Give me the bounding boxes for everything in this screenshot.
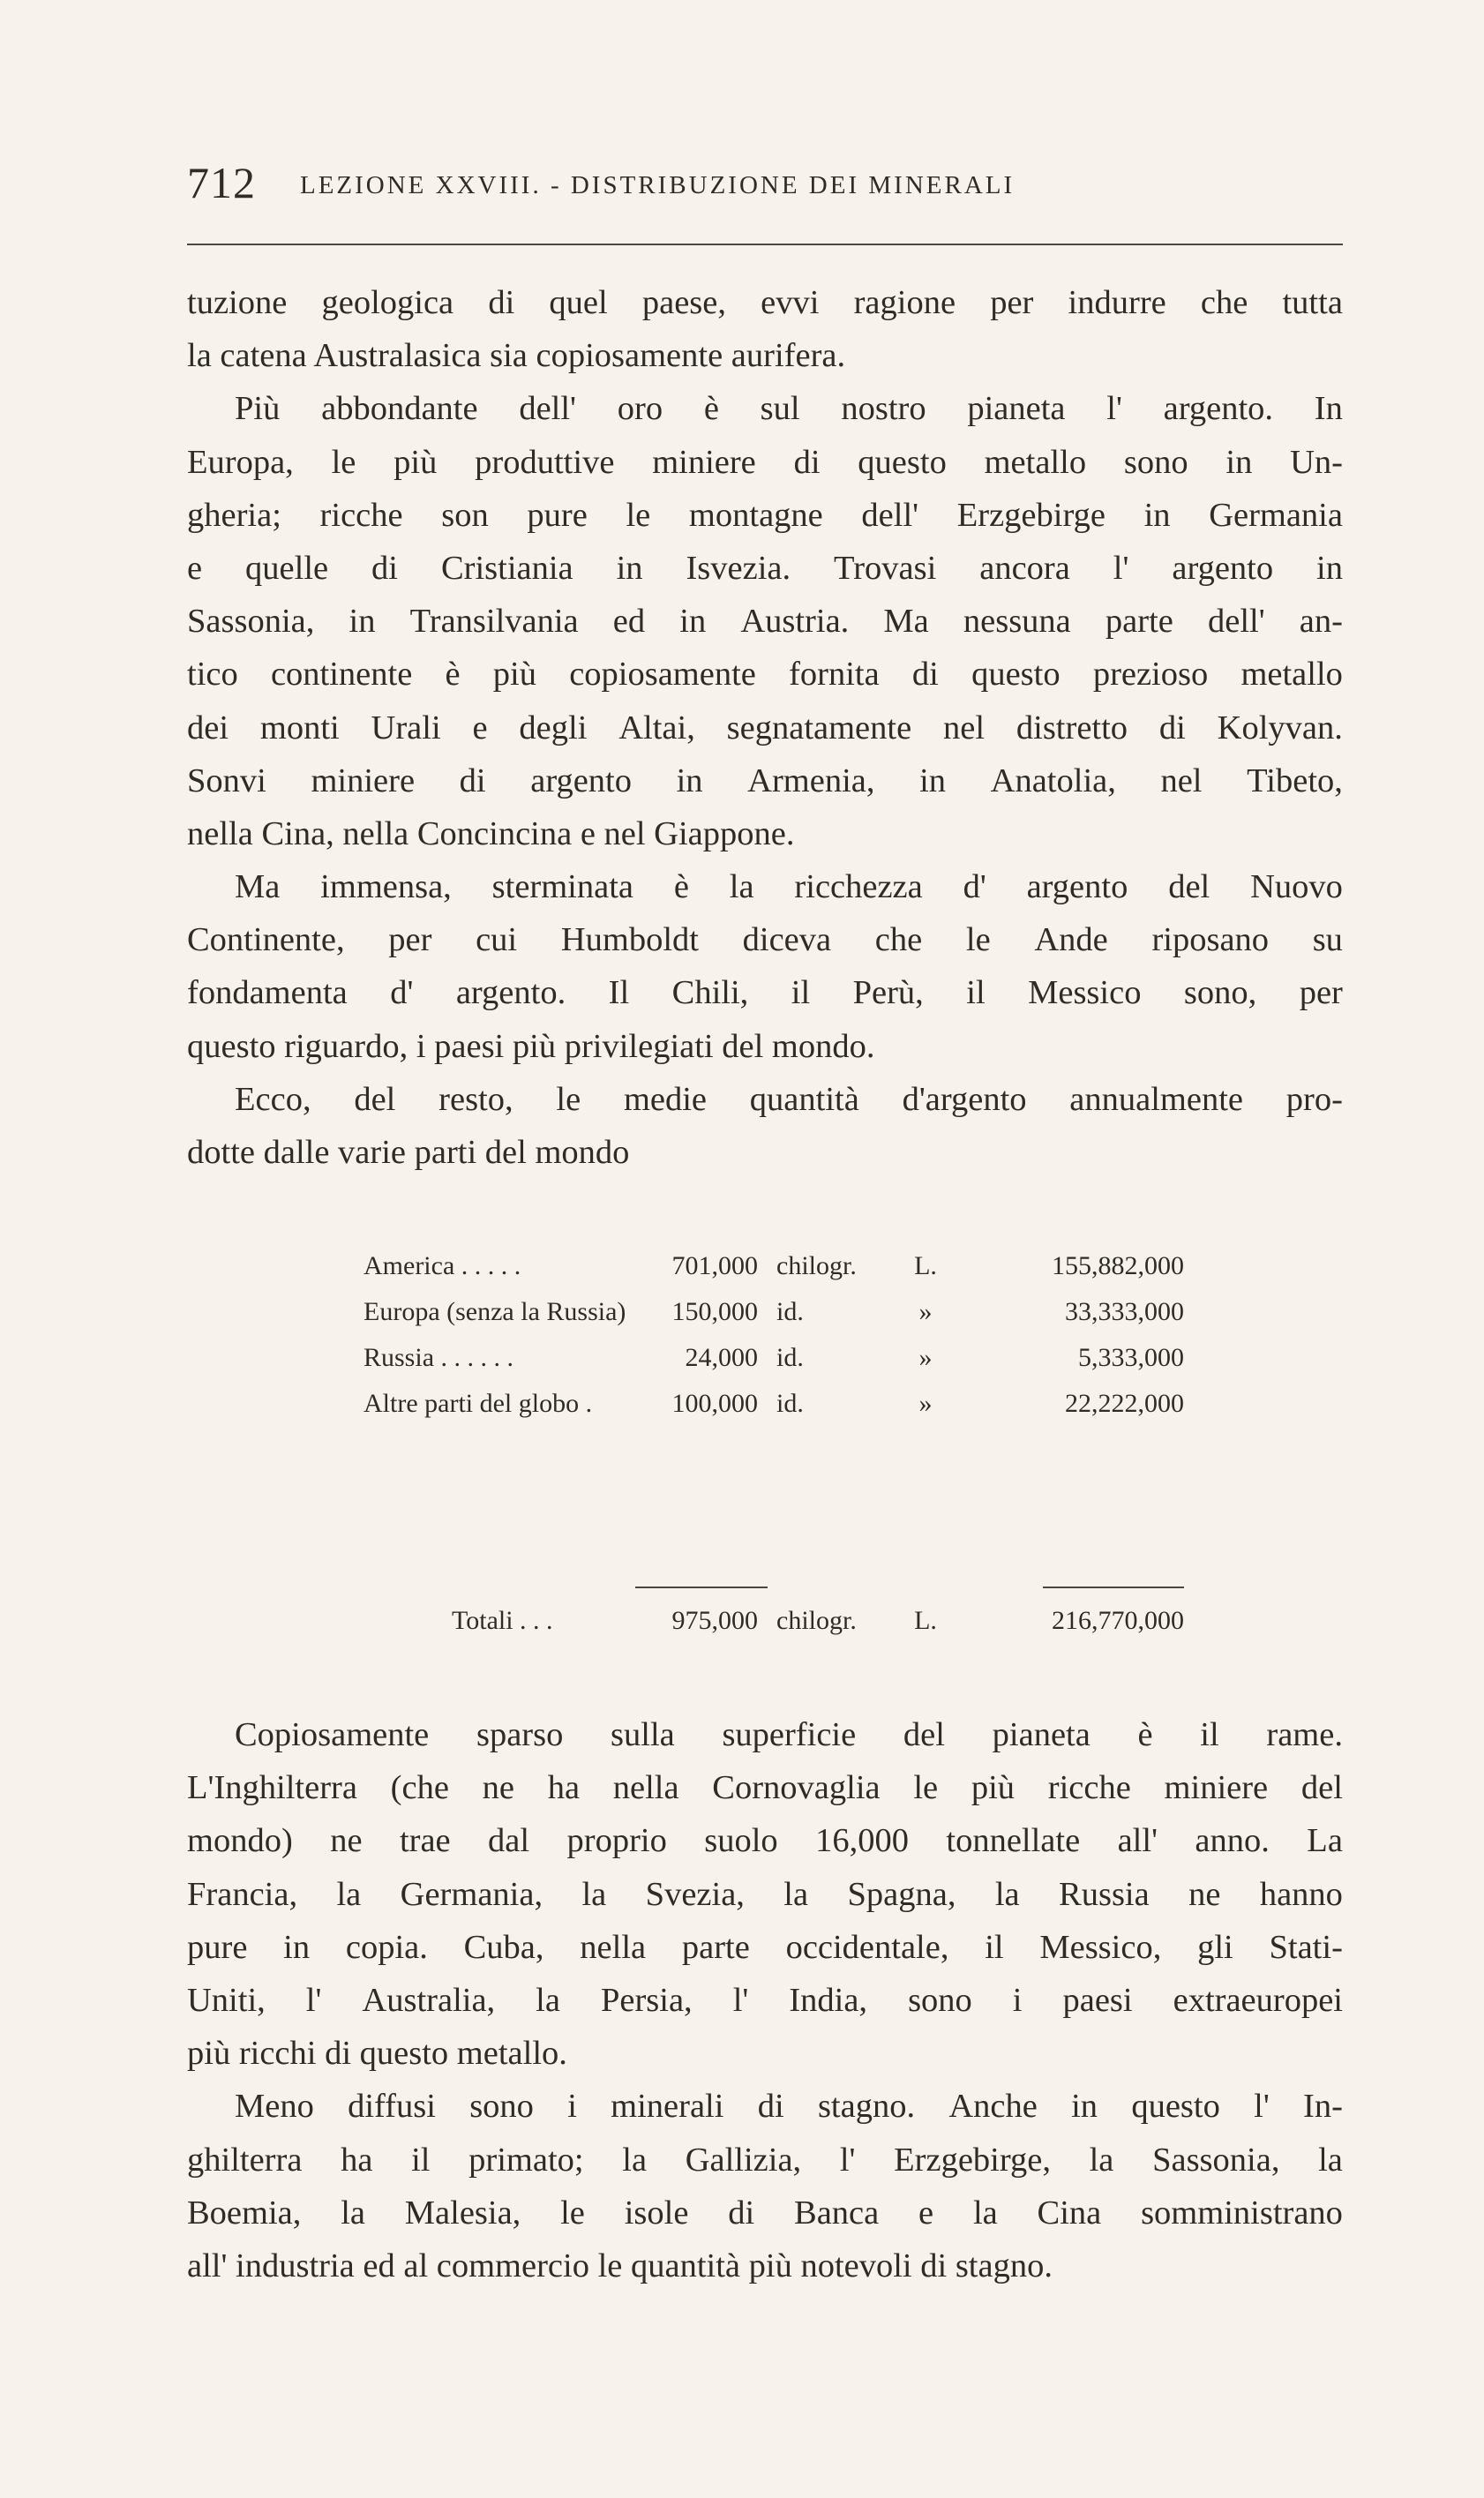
region-cell: Europa (senza la Russia) <box>364 1297 626 1326</box>
text-line: L'Inghilterra (che ne ha nella Cornovaglia le più ricche miniere del <box>187 1769 1343 1807</box>
text-line: Ecco, del resto, le medie quantità d'argento annualmente pro- <box>235 1080 1343 1118</box>
text-line: fondamenta d' argento. Il Chili, il Perù, il Messico sono, per <box>187 974 1343 1012</box>
text-line: Sassonia, in Transilvania ed in Austria. Ma nessuna parte dell' an- <box>187 603 1343 641</box>
text-line: Ma immensa, sterminata è la ricchezza d' argento del Nuovo <box>235 868 1343 906</box>
text-line: all' industria ed al commercio le quantità più notevoli di stagno. <box>187 2247 1053 2284</box>
text-line: Europa, le più produttive miniere di questo metallo sono in Un- <box>187 443 1343 481</box>
value-cell: 155,882,000 <box>1052 1251 1184 1280</box>
unit-cell: id. <box>776 1343 804 1372</box>
silver-production-table <box>364 1251 1202 1635</box>
text-line: e quelle di Cristiania in Isvezia. Trovasi ancora l' argento in <box>187 549 1343 587</box>
currency-cell: » <box>918 1389 933 1418</box>
table-row <box>364 1343 1202 1389</box>
text-line: tuzione geologica di quel paese, evvi ragione per indurre che tutta <box>187 284 1343 321</box>
text-line: dotte dalle varie parti del mondo <box>187 1134 630 1171</box>
text-line: la catena Australasica sia copiosamente aurifera. <box>187 337 846 375</box>
unit-cell: id. <box>776 1297 804 1326</box>
text-line: questo riguardo, i paesi più privilegiati del mondo. <box>187 1027 875 1065</box>
text-line: nella Cina, nella Concincina e nel Giappone. <box>187 814 795 852</box>
text-line: Meno diffusi sono i minerali di stagno. Anche in questo l' In- <box>235 2088 1343 2126</box>
totals-unit: chilogr. <box>776 1606 857 1635</box>
value-cell: 5,333,000 <box>1078 1343 1184 1372</box>
value-cell: 22,222,000 <box>1065 1389 1184 1418</box>
unit-cell: chilogr. <box>776 1251 857 1280</box>
page-header <box>187 148 1343 210</box>
table-row <box>364 1297 1202 1343</box>
quantity-cell: 100,000 <box>671 1389 758 1418</box>
totals-quantity: 975,000 <box>671 1606 758 1635</box>
totals-label: Totali . . . <box>452 1606 553 1635</box>
region-cell: Russia . . . . . . <box>364 1343 514 1372</box>
currency-cell: » <box>918 1297 933 1326</box>
table-totals-row <box>364 1606 1202 1652</box>
text-line: Copiosamente sparso sulla superficie del pianeta è il rame. <box>235 1716 1343 1753</box>
running-head: LEZIONE XXVIII. - DISTRIBUZIONE DEI MINERALI <box>300 171 1016 199</box>
text-line: mondo) ne trae dal proprio suolo 16,000 tonnellate all' anno. La <box>187 1822 1343 1860</box>
currency-cell: L. <box>914 1251 937 1280</box>
unit-cell: id. <box>776 1389 804 1418</box>
text-line: Continente, per cui Humboldt diceva che le Ande riposano su <box>187 921 1343 959</box>
value-cell: 33,333,000 <box>1065 1297 1184 1326</box>
text-line: Francia, la Germania, la Svezia, la Spagna, la Russia ne hanno <box>187 1875 1343 1913</box>
text-line: Più abbondante dell' oro è sul nostro pianeta l' argento. In <box>235 390 1343 428</box>
totals-value: 216,770,000 <box>1052 1606 1184 1635</box>
value-sum-rule <box>1043 1587 1184 1588</box>
text-line: più ricchi di questo metallo. <box>187 2035 567 2073</box>
text-line: ghilterra ha il primato; la Gallizia, l' Erzgebirge, la Sassonia, la <box>187 2141 1343 2179</box>
text-line: pure in copia. Cuba, nella parte occidentale, il Messico, gli Stati- <box>187 1928 1343 1966</box>
text-line: gheria; ricche son pure le montagne dell' Erzgebirge in Germania <box>187 496 1343 534</box>
totals-currency: L. <box>914 1606 937 1635</box>
table-row <box>364 1251 1202 1297</box>
region-cell: America . . . . . <box>364 1251 521 1280</box>
text-line: tico continente è più copiosamente fornita di questo prezioso metallo <box>187 656 1343 694</box>
quantity-cell: 150,000 <box>671 1297 758 1326</box>
quantity-cell: 701,000 <box>671 1251 758 1280</box>
book-page <box>187 148 1343 2284</box>
text-line: Sonvi miniere di argento in Armenia, in Anatolia, nel Tibeto, <box>187 761 1343 799</box>
body-text-bottom <box>187 1708 1343 2292</box>
text-line: Boemia, la Malesia, le isole di Banca e la Cina somministrano <box>187 2194 1343 2232</box>
body-text-top <box>187 276 1343 1179</box>
text-line: dei monti Urali e degli Altai, segnatamente nel distretto di Kolyvan. <box>187 709 1343 746</box>
currency-cell: » <box>918 1343 933 1372</box>
quantity-sum-rule <box>635 1587 768 1588</box>
text-line: Uniti, l' Australia, la Persia, l' India, sono i paesi extraeuropei <box>187 1981 1343 2019</box>
table-row <box>364 1389 1202 1435</box>
page-number: 712 <box>187 158 256 207</box>
region-cell: Altre parti del globo . <box>364 1389 593 1418</box>
quantity-cell: 24,000 <box>685 1343 758 1372</box>
header-rule <box>187 244 1343 245</box>
